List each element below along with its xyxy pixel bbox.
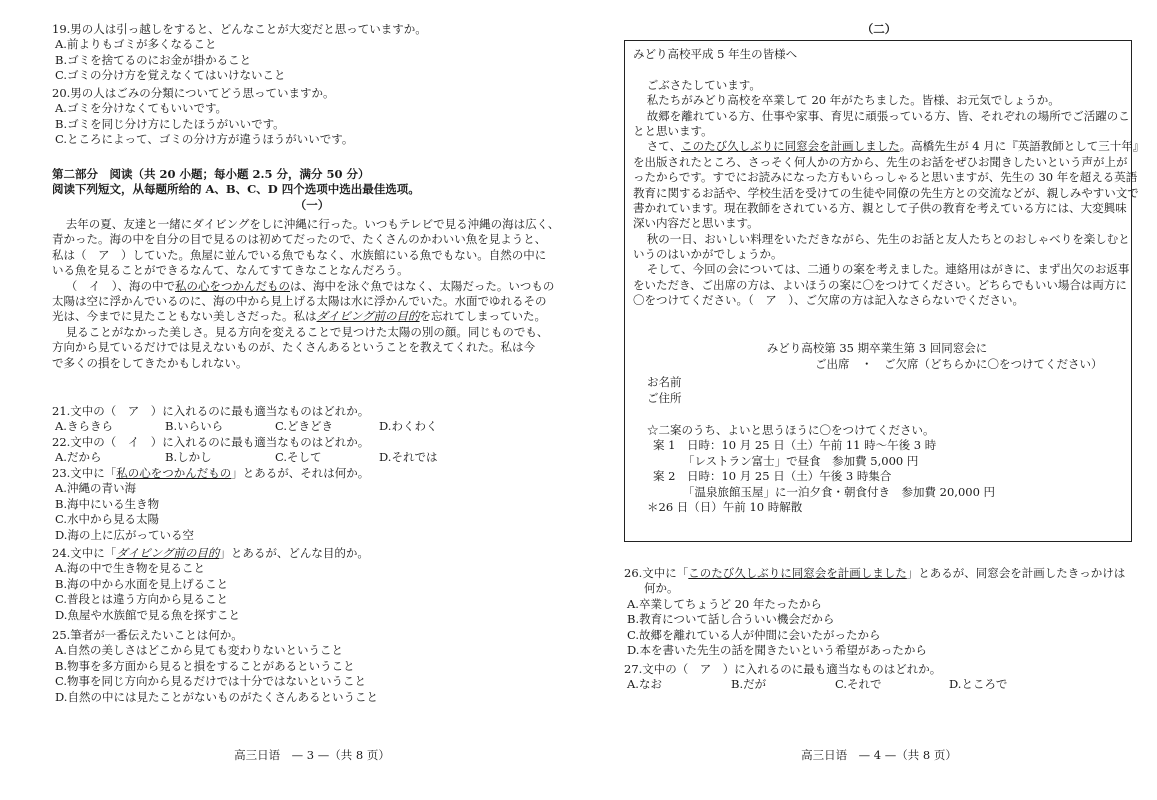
plan-1-detail: 「レストラン富士」で昼食 参加費 5,000 円 (683, 453, 919, 468)
passage-1-line (52, 279, 572, 294)
underlined-phrase: 私の心をつかんだもの (175, 278, 291, 293)
q24-option-d[interactable]: D.魚屋や水族館で見る魚を探すこと (55, 607, 240, 622)
underlined-phrase: ダイビング前の目的 (316, 309, 420, 324)
underlined-phrase: 私の心をつかんだもの (116, 466, 232, 480)
passage-1-line (52, 309, 572, 324)
passage-1-line: 見ることがなかった美しさ。見る方向を変えることで見つけた太陽の別の顔。同じものでも、 (65, 324, 549, 339)
q25-option-c[interactable]: C.物事を同じ方向から見るだけでは十分ではないということ (55, 674, 367, 689)
q24-option-b[interactable]: B.海の中から水面を見上げること (55, 576, 229, 591)
q25-option-d[interactable]: D.自然の中には見たことがないものがたくさんあるということ (55, 689, 378, 704)
plan-2-detail: 「温泉旅館玉屋」に一泊夕食・朝食付き 参加費 20,000 円 (683, 484, 996, 499)
text-segment: 26.文中に「 (624, 566, 689, 580)
q22-option-b[interactable]: B.しかし (165, 450, 212, 465)
q27-option-a[interactable]: A.なお (627, 677, 662, 692)
notice-line: いうのはいかがでしょうか。 (633, 247, 783, 262)
q26-option-b[interactable]: B.教育について話し合ういい機会だから (627, 612, 835, 627)
q26-stem-cont: 何か。 (644, 581, 679, 596)
passage-1-line: 去年の夏、友達と一緒にダイビングをしに沖縄に行った。いつもテレビで見る沖縄の海は広く、 (65, 217, 560, 231)
notice-line: 書かれています。現在教師をされている方、親として子供の教育を考えている方には、大変興味 (633, 200, 1127, 215)
passage-1-line: 私は（ ア ）していた。魚屋に並んでいる魚でもなく、水族館にいる魚でもない。自然の中に (52, 247, 547, 262)
question-19 (52, 22, 572, 84)
text-segment: 23.文中に「 (52, 466, 117, 480)
right-page-footer: 高三日语 — 4 —（共 8 页） (801, 748, 957, 762)
notice-line: ごぶさたしています。 (646, 77, 761, 92)
question-24 (52, 546, 572, 623)
q23-option-d[interactable]: D.海の上に広がっている空 (55, 527, 194, 542)
q22-option-d[interactable]: D.それでは (379, 450, 438, 465)
plan-1-time[interactable]: 案 1 日時：10 月 25 日（土）午前 11 時〜午後 3 時 (653, 438, 937, 453)
q26-option-c[interactable]: C.故郷を離れている人が仲間に会いたがったから (627, 627, 881, 642)
notice-line: 故郷を離れている方、仕事や家事、育児に頑張っている方、皆、それぞれの場所でご活躍のこ (646, 108, 1130, 123)
q22-option-c[interactable]: C.そして (275, 450, 322, 465)
section-2-instructions: 阅读下列短文，从每题所给的 A、B、C、D 四个选项中选出最佳选项。 (52, 182, 420, 197)
q21-option-d[interactable]: D.わくわく (379, 419, 438, 434)
notice-line: 秋の一日、おいしい料理をいただきながら、先生のお話と友人たちとのおしゃべりを楽しむと (646, 231, 1130, 246)
text-segment: 24.文中に「 (52, 546, 117, 560)
passage-1-line: いる魚を見ることができるなんて、なんてすてきなことなんだろう。 (52, 263, 409, 278)
reunion-notice (624, 40, 1145, 542)
q26-option-d[interactable]: D.本を書いた先生の話を聞きたいという希望があったから (627, 642, 927, 657)
notice-line: 教育に関するお話や、学校生活を受けての生徒や同僚の先生方との交流などが、親しみやすい文で (633, 185, 1139, 200)
q24-option-a[interactable]: A.海の中で生き物を見ること (55, 561, 205, 576)
q27-options (624, 677, 1134, 692)
q20-stem: 20.男の人はごみの分類についてどう思っていますか。 (52, 86, 335, 100)
q22-option-a[interactable]: A.だから (55, 450, 102, 465)
notice-addressee: みどり高校平成 5 年生の皆様へ (633, 47, 798, 61)
question-26 (624, 566, 1134, 658)
q23-option-a[interactable]: A.沖縄の青い海 (55, 481, 136, 496)
passage-1 (52, 217, 572, 371)
underlined-phrase: このたび久しぶりに同窓会を計画しました (681, 139, 900, 154)
notice-line: とと思います。 (633, 123, 713, 138)
plan-2-time[interactable]: 案 2 日時：10 月 25 日（土）午後 3 時集合 (653, 469, 892, 484)
q21-options (52, 419, 572, 434)
q21-stem: 21.文中の（ ア ）に入れるのに最も適当なものはどれか。 (52, 404, 370, 418)
passage-1-line: 青かった。海の中を自分の目で見るのは初めてだったので、たくさんのかわいい魚を見ようと、 (52, 232, 547, 247)
notice-line: をいただき、ご出席の方は、よいほうの案に〇をつけてください。どちらでもいい場合は両方に (633, 277, 1127, 292)
text-segment: （ イ ）、海の中で (65, 278, 176, 293)
q21-option-b[interactable]: B.いらいら (165, 419, 224, 434)
question-21 (52, 404, 572, 435)
q27-option-c[interactable]: C.それで (835, 677, 882, 692)
passage-2-heading: （二） (861, 22, 897, 36)
text-segment: 。高橋先生が 4 月に『英語教師として三十年』 (899, 139, 1145, 154)
notice-body (633, 47, 1145, 309)
notice-line: ったからです。すでにお読みになった方もいらっしゃると思いますが、先生の 30 年を超える英語 (633, 170, 1138, 185)
q23-option-c[interactable]: C.水中から見る太陽 (55, 512, 160, 527)
q23-stem (52, 466, 572, 481)
q26-option-a[interactable]: A.卒業してちょうど 20 年たったから (627, 596, 822, 611)
q19-option-b[interactable]: B.ゴミを捨てるのにお金が掛かること (55, 52, 252, 67)
q23-option-b[interactable]: B.海中にいる生き物 (55, 496, 160, 511)
passage-1-line: 太陽は空に浮かんでいるのに、海の中から見上げる太陽は水に浮かんでいた。水面でゆれるその (52, 293, 547, 308)
text-segment: 」とあるが、同窓会を計画したきっかけは (906, 566, 1126, 580)
attendance-choice[interactable]: ご出席 ・ ご欠席（どちらかに〇をつけてください） (815, 357, 1103, 371)
q27-stem: 27.文中の（ ア ）に入れるのに最も適当なものはどれか。 (624, 662, 942, 676)
question-25 (52, 628, 572, 705)
notice-line: 私たちがみどり高校を卒業して 20 年がたちました。皆様、お元気でしょうか。 (646, 93, 1060, 108)
section-2-title: 第二部分 阅读（共 20 小题；每小题 2.5 分，满分 50 分） (52, 167, 370, 181)
q19-stem: 19.男の人は引っ越しをすると、どんなことが大変だと思っていますか。 (52, 22, 427, 36)
section-2-header (52, 167, 572, 213)
text-segment: さて、 (646, 139, 682, 154)
underlined-phrase: ダイビング前の目的 (116, 546, 220, 560)
q24-option-c[interactable]: C.普段とは違う方向から見ること (55, 592, 229, 607)
plan-section (647, 423, 1121, 515)
passage-1-heading: （一） (294, 197, 330, 212)
q25-option-a[interactable]: A.自然の美しさはどこから見ても変わりないということ (55, 643, 343, 658)
spacer (633, 62, 1121, 77)
q25-option-b[interactable]: B.物事を多方面から見ると損をすることがあるということ (55, 658, 355, 673)
q19-option-a[interactable]: A.前よりもゴミが多くなること (55, 37, 217, 52)
q19-option-c[interactable]: C.ゴミの分け方を覚えなくてはいけないこと (55, 68, 286, 83)
notice-line: そして、今回の会については、二通りの案を考えました。連絡用はがきに、まず出欠のお返事 (646, 262, 1130, 277)
address-field-label: ご住所 (647, 391, 682, 405)
notice-line: 深い内容だと思います。 (633, 216, 759, 231)
q21-option-c[interactable]: C.どきどき (275, 419, 334, 434)
q27-option-d[interactable]: D.ところで (949, 677, 1008, 692)
q22-stem: 22.文中の（ イ ）に入れるのに最も適当なものはどれか。 (52, 435, 370, 449)
name-field-label: お名前 (647, 375, 682, 389)
q21-option-a[interactable]: A.きらきら (55, 419, 113, 434)
q20-option-b[interactable]: B.ゴミを同じ分け方にしたほうがいいです。 (55, 116, 285, 131)
question-23 (52, 466, 572, 543)
q24-stem (52, 546, 572, 561)
q26-stem (624, 566, 1134, 581)
underlined-phrase: このたび久しぶりに同窓会を計画しました (688, 566, 907, 580)
text-segment: 」とあるが、どんな目的か。 (219, 546, 369, 560)
question-20 (52, 86, 572, 148)
question-22 (52, 435, 572, 466)
q27-option-b[interactable]: B.だが (731, 677, 767, 692)
passage-1-line: で多くの損をしてきたかもしれない。 (52, 355, 248, 370)
plan-prompt: ☆二案のうち、よいと思うほうに〇をつけてください。 (647, 423, 935, 437)
notice-line: を出版されたところ、さっそく何人かの方から、先生のお話をぜひお聞きしたいという声が上が (633, 154, 1128, 169)
text-segment: 」とあるが、それは何か。 (231, 466, 370, 480)
notice-line (633, 139, 1145, 154)
q20-option-a[interactable]: A.ゴミを分けなくてもいいです。 (55, 101, 228, 116)
question-27 (624, 662, 1134, 693)
text-segment: は、海中を泳ぐ魚ではなく、太陽だった。いつもの (290, 278, 555, 293)
text-segment: を忘れてしまっていた。 (419, 309, 547, 324)
passage-1-line: 方向から見ているだけでは見えないものが、たくさんあるということを教えてくれた。私は今 (52, 340, 535, 355)
q20-option-c[interactable]: C.ところによって、ゴミの分け方が違うほうがいいです。 (55, 132, 354, 147)
left-page-footer: 高三日语 — 3 —（共 8 页） (234, 748, 390, 762)
notice-line: 〇をつけてください。（ ア ）、ご欠席の方は記入なさらないでください。 (633, 293, 1024, 308)
reply-form-title: みどり高校第 35 期卒業生第 3 回同窓会に (766, 341, 988, 355)
text-segment: 光は、今までに見たこともない美しさだった。私は (52, 309, 317, 324)
q25-stem: 25.筆者が一番伝えたいことは何か。 (52, 628, 243, 642)
plan-2-dismissal: ＊26 日（日）午前 10 時解散 (647, 499, 803, 514)
q22-options (52, 450, 572, 465)
